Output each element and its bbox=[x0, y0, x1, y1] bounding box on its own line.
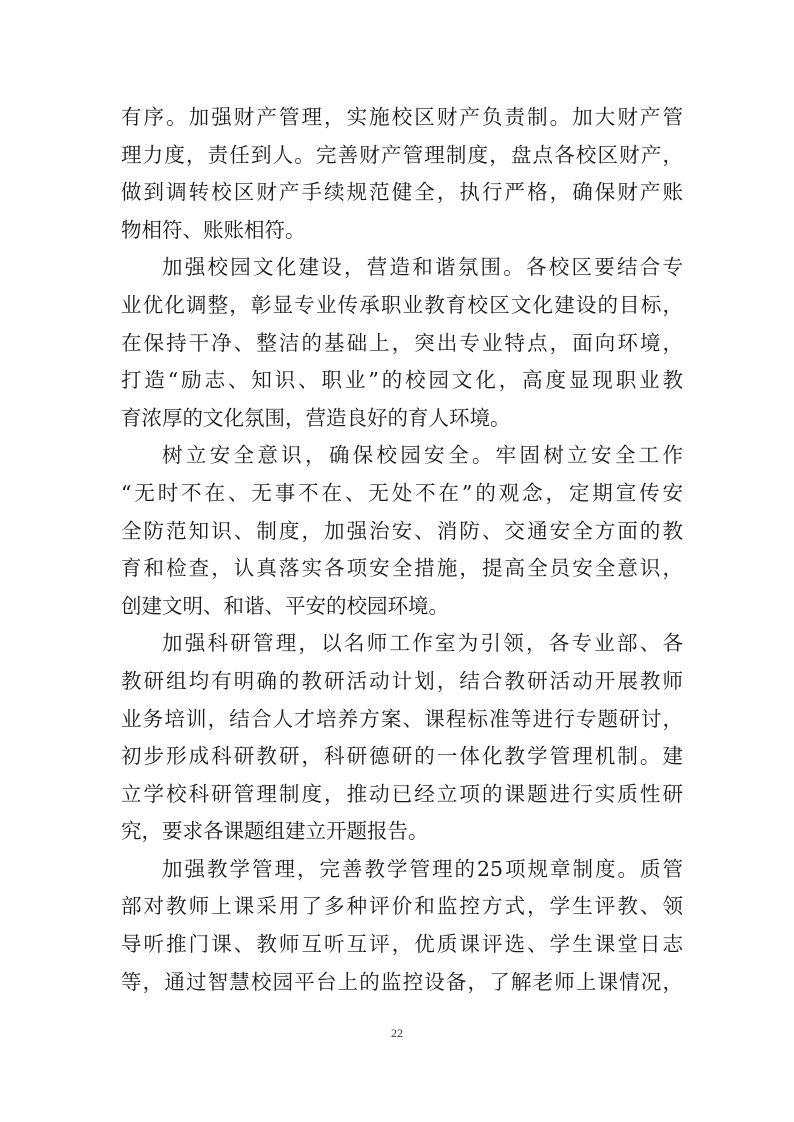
paragraph-4-line-4: 初步形成科研教研，科研德研的一体化教学管理机制。建 bbox=[121, 744, 683, 769]
paragraph-4-line-5: 立学校科研管理制度，推动已经立项的课题进行实质性研 bbox=[121, 781, 683, 806]
paragraph-1-line-1: 有序。加强财产管理，实施校区财产负责制。加大财产管 bbox=[121, 105, 683, 129]
paragraph-4-line-3: 业务培训，结合人才培养方案、课程标准等进行专题研讨， bbox=[121, 706, 683, 731]
paragraph-5-line-4: 等，通过智慧校园平台上的监控设备，了解老师上课情况， bbox=[121, 969, 683, 994]
paragraph-5-line-3: 导听推门课、教师互听互评，优质课评选、学生课堂日志 bbox=[121, 932, 683, 957]
paragraph-4-line-6: 究，要求各课题组建立开题报告。 bbox=[121, 819, 429, 844]
paragraph-3-line-3: 全防范知识、制度，加强治安、消防、交通安全方面的教 bbox=[121, 518, 683, 543]
paragraph-3-line-4: 育和检查，认真落实各项安全措施，提高全员安全意识， bbox=[121, 556, 683, 581]
paragraph-3-line-1: 树立安全意识，确保校园安全。牢固树立安全工作 bbox=[162, 443, 683, 468]
paragraph-1-line-3: 做到调转校区财产手续规范健全，执行严格，确保财产账 bbox=[121, 180, 683, 205]
paragraph-5-line-1: 加强教学管理，完善教学管理的25项规章制度。质管 bbox=[162, 856, 683, 881]
paragraph-1-line-2: 理力度，责任到人。完善财产管理制度，盘点各校区财产， bbox=[121, 142, 683, 167]
page-number: 22 bbox=[391, 1026, 403, 1040]
paragraph-4-line-2: 教研组均有明确的教研活动计划，结合教研活动开展教师 bbox=[121, 668, 683, 693]
paragraph-2-line-2: 业优化调整，彰显专业传承职业教育校区文化建设的目标， bbox=[121, 292, 683, 317]
paragraph-2-line-5: 育浓厚的文化氛围，营造良好的育人环境。 bbox=[121, 405, 511, 430]
paragraph-1-line-4: 物相符、账账相符。 bbox=[121, 217, 306, 242]
paragraph-3-line-2: “无时不在、无事不在、无处不在”的观念，定期宣传安 bbox=[121, 480, 683, 505]
paragraph-2-line-4: 打造“励志、知识、职业”的校园文化，高度显现职业教 bbox=[121, 368, 683, 393]
paragraph-4-line-1: 加强科研管理，以名师工作室为引领，各专业部、各 bbox=[162, 631, 683, 656]
paragraph-5-line-2: 部对教师上课采用了多种评价和监控方式，学生评教、领 bbox=[121, 894, 683, 919]
body-text bbox=[121, 99, 683, 1001]
paragraph-2-line-3: 在保持干净、整洁的基础上，突出专业特点，面向环境， bbox=[121, 330, 683, 355]
paragraph-2-line-1: 加强校园文化建设，营造和谐氛围。各校区要结合专 bbox=[162, 255, 683, 280]
paragraph-3-line-5: 创建文明、和谐、平安的校园环境。 bbox=[121, 593, 449, 618]
